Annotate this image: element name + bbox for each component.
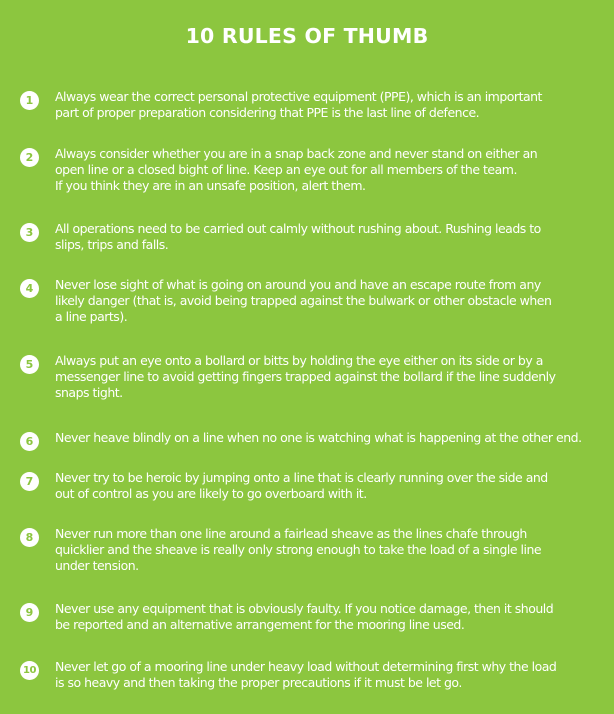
rule-number-badge: 8 xyxy=(20,528,39,547)
rule-text-line: Never let go of a mooring line under heavy load without determining first why the load xyxy=(55,659,557,674)
rule-text-line: Never run more than one line around a fairlead sheave as the lines chafe through xyxy=(55,526,527,541)
rule-text-line: Always wear the correct personal protective equipment (PPE), which is an important xyxy=(55,89,542,104)
rule-text-line: likely danger (that is, avoid being trapped against the bulwark or other obstacle when xyxy=(55,293,552,308)
rule-text xyxy=(55,146,590,194)
rule-number-badge: 5 xyxy=(20,355,39,374)
rule-text-line: If you think they are in an unsafe position, alert them. xyxy=(55,178,366,193)
rule-text-line: messenger line to avoid getting fingers trapped against the bollard if the line suddenly xyxy=(55,369,556,384)
rule-number-badge: 3 xyxy=(20,223,39,242)
rule-text xyxy=(55,221,590,253)
rule-text-line: Never use any equipment that is obviously faulty. If you notice damage, then it should xyxy=(55,601,554,616)
rule-number-badge: 4 xyxy=(20,279,39,298)
rule-text-line: open line or a closed bight of line. Keep an eye out for all members of the team. xyxy=(55,162,517,177)
rule-text-line: Always consider whether you are in a snap back zone and never stand on either an xyxy=(55,146,538,161)
rule-text-line: part of proper preparation considering that PPE is the last line of defence. xyxy=(55,105,480,120)
rule-text-line: Never try to be heroic by jumping onto a line that is clearly running over the side and xyxy=(55,470,548,485)
rule-text-line: quicklier and the sheave is really only strong enough to take the load of a single line xyxy=(55,542,542,557)
rule-text xyxy=(55,470,590,502)
rule-text xyxy=(55,526,590,574)
rule-number-badge: 1 xyxy=(20,91,39,110)
rule-text-line: snaps tight. xyxy=(55,385,123,400)
rule-text-line: out of control as you are likely to go overboard with it. xyxy=(55,486,367,501)
rule-number-badge: 10 xyxy=(20,661,39,680)
rule-text-line: Never heave blindly on a line when no one is watching what is happening at the other end. xyxy=(55,430,582,445)
page-title: 10 RULES OF THUMB xyxy=(185,24,429,48)
rule-text-line: slips, trips and falls. xyxy=(55,237,169,252)
rule-text-line: under tension. xyxy=(55,558,139,573)
rule-text-line: a line parts). xyxy=(55,309,128,324)
rule-text-line: All operations need to be carried out calmly without rushing about. Rushing leads to xyxy=(55,221,541,236)
rule-text-line: be reported and an alternative arrangement for the mooring line used. xyxy=(55,617,465,632)
rule-text xyxy=(55,659,590,691)
rule-text-line: is so heavy and then taking the proper precautions if it must be let go. xyxy=(55,675,462,690)
rule-text-line: Never lose sight of what is going on around you and have an escape route from any xyxy=(55,277,541,292)
rule-text xyxy=(55,430,590,446)
rule-number-badge: 6 xyxy=(20,432,39,451)
rule-text xyxy=(55,601,590,633)
rule-number-badge: 2 xyxy=(20,148,39,167)
rule-text xyxy=(55,277,590,325)
rule-text xyxy=(55,89,590,121)
rule-text-line: Always put an eye onto a bollard or bitts by holding the eye either on its side or by a xyxy=(55,353,543,368)
rule-number-badge: 7 xyxy=(20,472,39,491)
rule-number-badge: 9 xyxy=(20,603,39,622)
rule-text xyxy=(55,353,590,401)
